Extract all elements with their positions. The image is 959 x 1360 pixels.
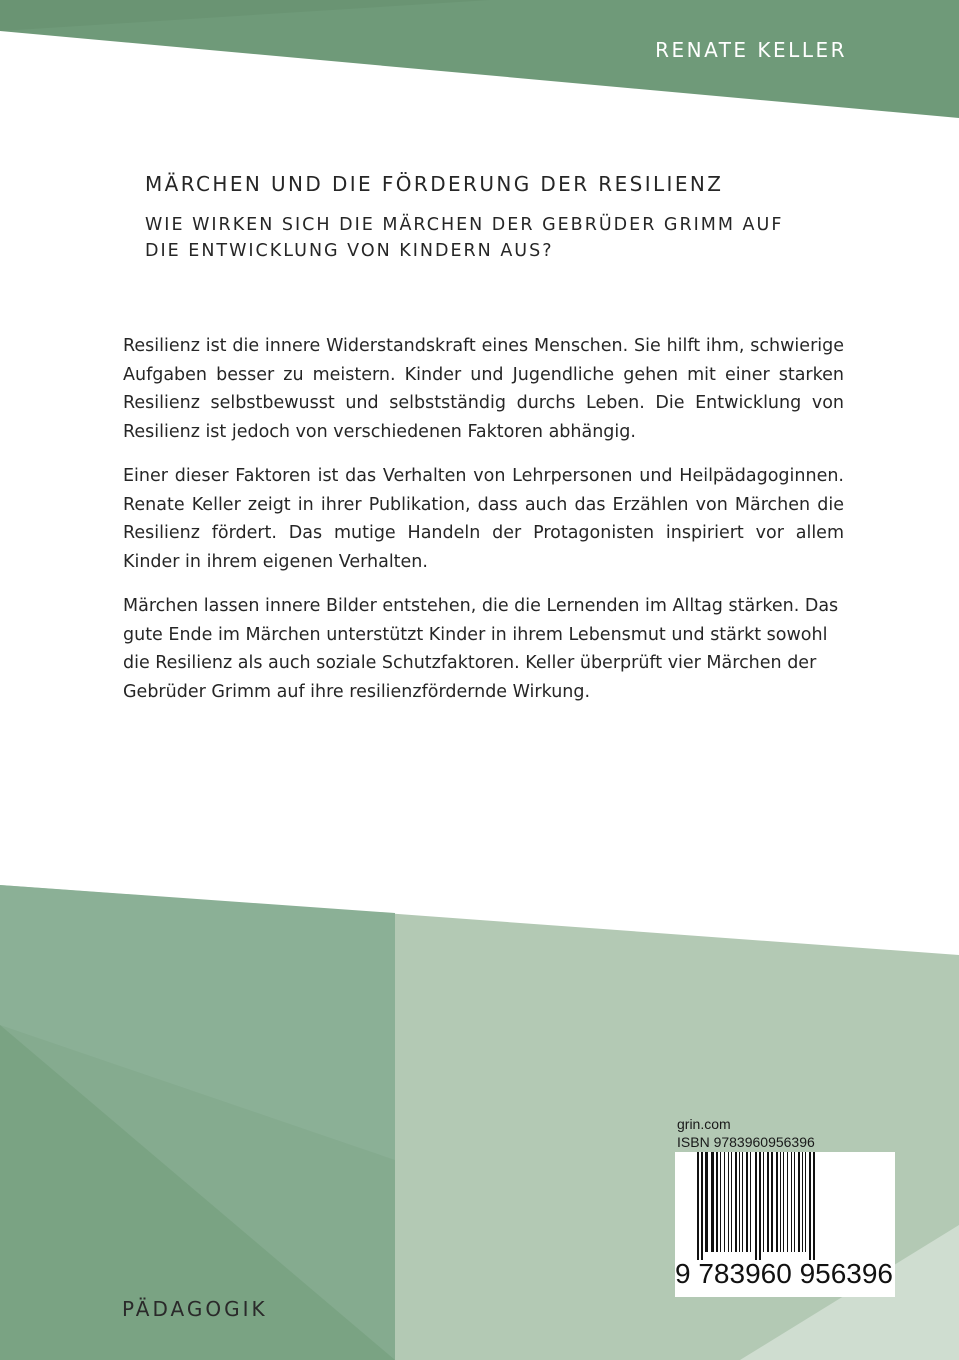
barcode-bar [776,1152,778,1252]
barcode-bar [813,1152,815,1260]
barcode-bar [724,1152,725,1252]
barcode-bar [720,1152,721,1252]
barcode-bar [750,1152,751,1252]
publisher-url: grin.com [677,1116,731,1132]
barcode-bar [794,1152,795,1252]
barcode-bar [763,1152,764,1252]
isbn-barcode [675,1152,895,1297]
barcode-bar [791,1152,792,1252]
barcode-bar [767,1152,769,1252]
barcode-bar [809,1152,811,1260]
barcode-bar [798,1152,800,1252]
book-title: MÄRCHEN UND DIE FÖRDERUNG DER RESILIENZ [145,172,724,196]
blurb-paragraph: Märchen lassen innere Bilder entstehen, die die Lernenden im Alltag stärken. Das gute Ende im Märchen unterstützt Kinder in ihrem Lebensmut und stärkt sowohl die Resilienz als auch soziale Schutzfaktoren. Keller überprüft vier Märchen der Gebrüder Grimm auf ihre resilienzfördernde Wirkung. [123,596,839,702]
barcode-bar [759,1152,761,1260]
book-subtitle: WIE WIRKEN SICH DIE MÄRCHEN DER GEBRÜDER GRIMM AUF DIE ENTWICKLUNG VON KINDERN AUS? [145,215,784,261]
barcode-bars [675,1152,895,1260]
barcode-digits: 9 783960 956396 [675,1258,893,1289]
barcode-bar [705,1152,708,1252]
barcode-bar [783,1152,784,1252]
barcode-bar [805,1152,806,1252]
category-label: PÄDAGOGIK [122,1297,268,1321]
barcode-bar [701,1152,703,1260]
barcode-bar [780,1152,781,1252]
barcode-bar [716,1152,718,1252]
isbn-label: ISBN 9783960956396 [677,1134,815,1150]
barcode-bar [746,1152,748,1252]
author-name: RENATE KELLER [655,38,847,62]
barcode-bar [697,1152,699,1260]
barcode-bar [728,1152,729,1252]
barcode-bar [711,1152,714,1252]
barcode-bar [742,1152,743,1252]
barcode-bar [755,1152,757,1260]
blurb [123,332,844,722]
barcode-bar [802,1152,803,1252]
barcode-bar [771,1152,773,1252]
blurb-paragraph: Resilienz ist die innere Widerstandskraft eines Menschen. Sie hilft ihm, schwierige Aufgaben besser zu meistern. Kinder und Jugendliche gehen mit einer starken Resilienz selbstbewusst und selbstständig durchs Leben. Die Entwicklung von Resilienz ist jedoch von verschiedenen Faktoren abhängig. [123,336,844,442]
barcode-bar [731,1152,732,1252]
blurb-paragraph: Einer dieser Faktoren ist das Verhalten von Lehrpersonen und Heilpädagoginnen. Renate Keller zeigt in ihrer Publikation, dass auch das Erzählen von Märchen die Resilienz fördert. Das mutige Handeln der Protagonisten inspiriert vor allem Kinder in ihrem eigenen Verhalten. [123,466,844,572]
barcode-bar [787,1152,788,1252]
barcode-bar [739,1152,740,1252]
barcode-bar [735,1152,737,1252]
